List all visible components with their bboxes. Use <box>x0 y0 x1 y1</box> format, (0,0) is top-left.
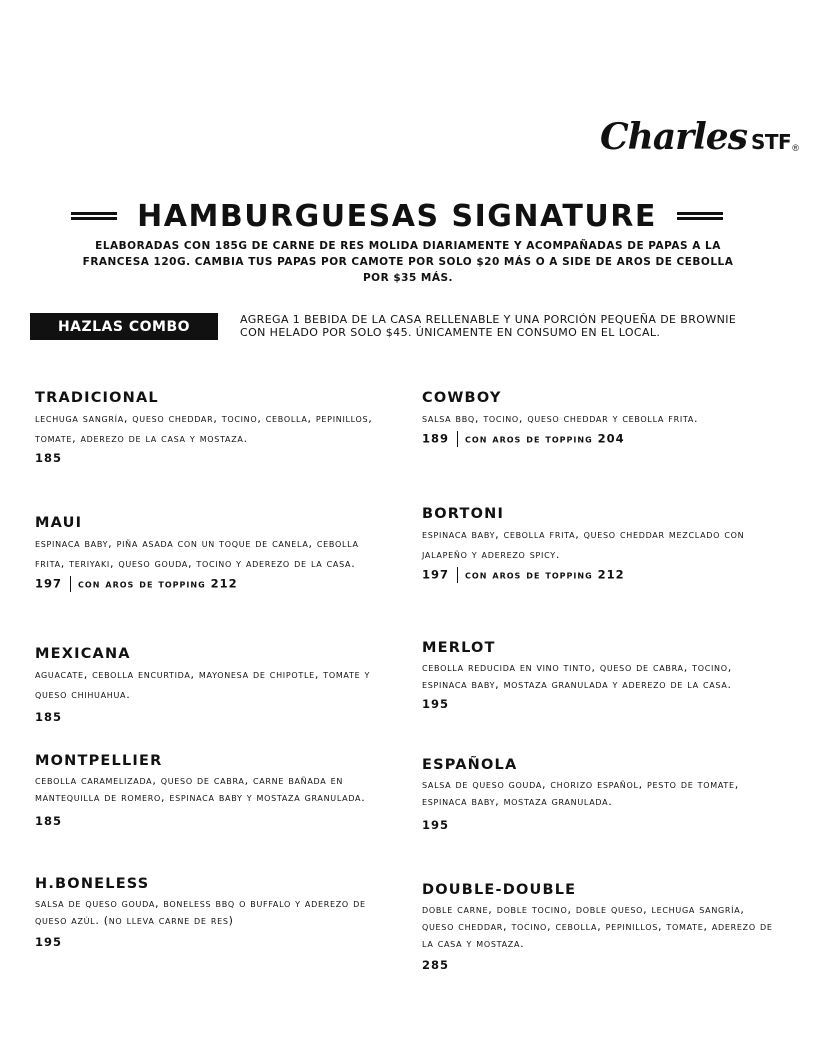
combo-badge: HAZLAS COMBO <box>30 313 218 340</box>
menu-item-tradicional <box>35 389 387 465</box>
menu-item-bortoni <box>422 505 774 583</box>
item-description: doble carne, doble tocino, doble queso, lechuga sangría, queso cheddar, tocino, cebolla, pepinillos, tomate, aderezo de la casa y mostaza. <box>422 903 773 950</box>
item-price-line <box>35 935 387 949</box>
item-price: 185 <box>35 814 63 828</box>
brand-block-text: STF <box>750 130 792 154</box>
item-price-line <box>35 576 387 592</box>
item-name: MAUI <box>35 515 83 531</box>
item-price-line <box>35 710 387 724</box>
menu-item-montpellier <box>35 752 387 828</box>
item-price-line <box>422 818 774 832</box>
item-price: 185 <box>35 451 63 465</box>
menu-item-merlot <box>422 639 774 711</box>
item-description: cebolla reducida en vino tinto, queso de cabra, tocino, espinaca baby, mostaza granulada y aderezo de la casa. <box>422 661 732 691</box>
menu-item-h-boneless <box>35 875 387 949</box>
menu-title: HAMBURGUESAS SIGNATURE <box>137 198 657 234</box>
item-price: 189 <box>422 431 450 446</box>
item-price: 197 <box>422 567 450 582</box>
item-price: 195 <box>422 697 450 711</box>
menu-item-espanola <box>422 756 774 832</box>
registered-mark: ® <box>792 143 799 153</box>
item-description: aguacate, cebolla encurtida, mayonesa de chipotle, tomate y queso chihuahua. <box>35 668 371 701</box>
item-description: lechuga sangría, queso cheddar, tocino, cebolla, pepinillos, tomate, aderezo de la casa y mostaza. <box>35 412 373 445</box>
item-name: MERLOT <box>422 640 496 656</box>
brand-logo <box>600 116 799 156</box>
menu-item-cowboy <box>422 389 774 447</box>
item-name: H.BONELESS <box>35 876 150 892</box>
item-name: ESPAÑOLA <box>422 757 518 773</box>
item-description: espinaca baby, cebolla frita, queso cheddar mezclado con jalapeño y aderezo spicy. <box>422 528 745 561</box>
item-price-extra: con aros de topping 212 <box>78 576 238 591</box>
item-description: cebolla caramelizada, queso de cabra, carne bañada en mantequilla de romero, espinaca baby y mostaza granulada. <box>35 774 366 804</box>
title-rule-left <box>71 212 117 220</box>
item-price: 195 <box>422 818 450 832</box>
menu-subtitle: ELABORADAS CON 185G DE CARNE DE RES MOLIDA DIARIAMENTE Y ACOMPAÑADAS DE PAPAS A LA FRANCESA 120G. CAMBIA TUS PAPAS POR CAMOTE POR SOLO $20 MÁS O A SIDE DE AROS DE CEBOLLA POR $35 MÁS. <box>82 240 734 284</box>
item-name: COWBOY <box>422 390 502 406</box>
item-name: MONTPELLIER <box>35 753 163 769</box>
menu-title-row <box>30 196 764 236</box>
price-separator <box>457 567 458 583</box>
brand-script-text: Charles <box>600 116 747 158</box>
item-price-line <box>35 814 387 828</box>
item-description: salsa bbq, tocino, queso cheddar y cebolla frita. <box>422 412 699 425</box>
item-name: BORTONI <box>422 506 505 522</box>
item-price: 285 <box>422 958 450 972</box>
item-name: TRADICIONAL <box>35 390 159 406</box>
price-separator <box>457 431 458 447</box>
item-price-line <box>422 567 774 583</box>
item-price-extra: con aros de topping 212 <box>465 567 625 582</box>
title-rule-right <box>677 212 723 220</box>
item-price-line <box>422 431 774 447</box>
combo-description: AGREGA 1 BEBIDA DE LA CASA RELLENABLE Y UNA PORCIÓN PEQUEÑA DE BROWNIE CON HELADO POR SOLO $45. ÚNICAMENTE EN CONSUMO EN EL LOCAL. <box>240 313 737 339</box>
price-separator <box>70 576 71 592</box>
item-price-line <box>422 958 774 972</box>
item-price: 197 <box>35 576 63 591</box>
item-price: 195 <box>35 935 63 949</box>
item-price-line <box>422 697 774 711</box>
item-name: MEXICANA <box>35 646 131 662</box>
item-name: DOUBLE-DOUBLE <box>422 882 577 898</box>
menu-item-double-double <box>422 881 774 972</box>
item-description: salsa de queso gouda, chorizo español, pesto de tomate, espinaca baby, mostaza granulada. <box>422 778 739 808</box>
item-price-extra: con aros de topping 204 <box>465 431 625 446</box>
item-description: espinaca baby, piña asada con un toque de canela, cebolla frita, teriyaki, queso gouda, tocino y aderezo de la casa. <box>35 537 359 570</box>
menu-item-mexicana <box>35 645 387 724</box>
item-description: salsa de queso gouda, boneless bbq o buffalo y aderezo de queso azúl. (no lleva carne de res) <box>35 897 366 927</box>
item-price-line <box>35 451 387 465</box>
menu-item-maui <box>35 514 387 592</box>
item-price: 185 <box>35 710 63 724</box>
